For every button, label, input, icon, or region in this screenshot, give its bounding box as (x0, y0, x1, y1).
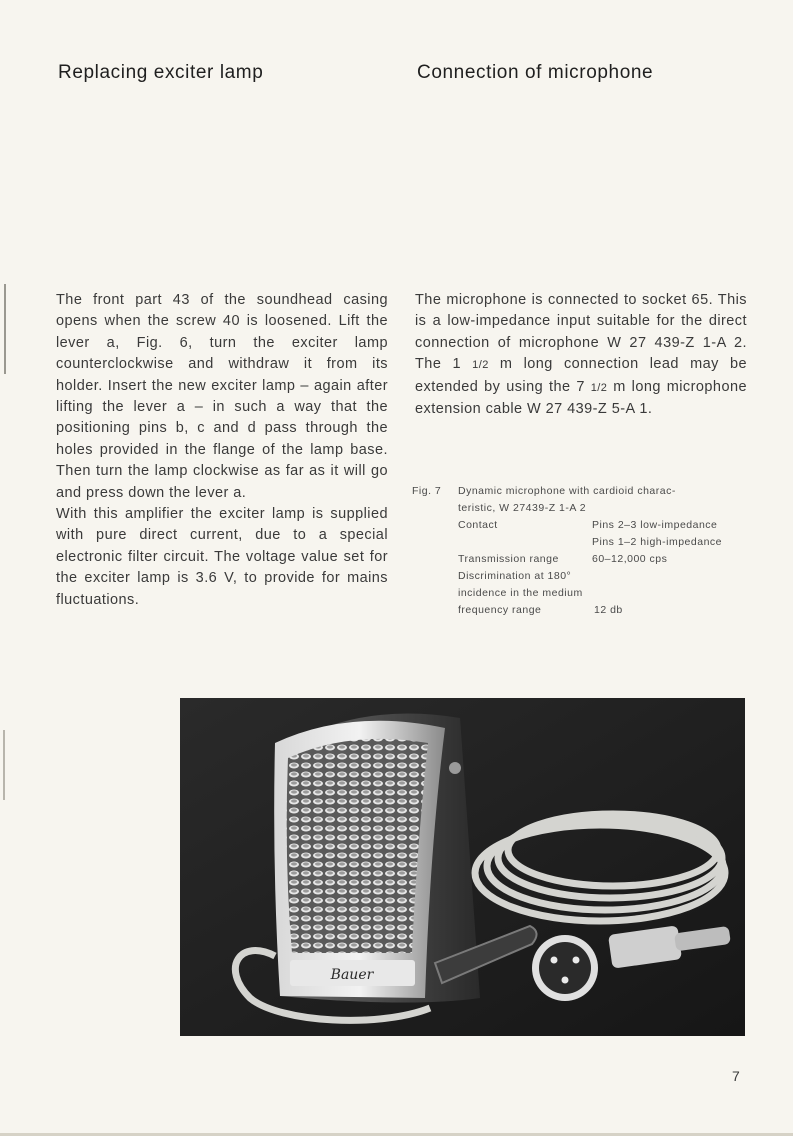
figure-caption (412, 483, 752, 619)
scan-edge-mark (4, 284, 6, 374)
microphone-photo (180, 698, 745, 1036)
microphone-grille (287, 739, 428, 953)
microphone-illustration (180, 698, 745, 1036)
text-segment: m long microphone extension cable W 27 439-Z 5-A 1. (415, 378, 747, 418)
figure-label: Fig. 7 (412, 485, 442, 497)
paragraph-exciter-lamp-supply: With this amplifier the exciter lamp is supplied with pure direct current, due to a special electronic filter circuit. The voltage value set for the exciter lamp is 3.6 V, to provide for mains fluctuations. (56, 506, 388, 608)
spec-label-discrimination: Discrimination at 180° (458, 570, 572, 582)
fraction-one-half: 1/2 (472, 359, 489, 372)
text-segment: m long connection lead may be extended by using the 7 (415, 356, 747, 395)
spec-value-frequency: 12 db (594, 604, 623, 616)
heading-replacing-exciter-lamp: Replacing exciter lamp (58, 62, 264, 83)
text-segment: The microphone is connected to socket 65. This is a low-impedance input suitable for the direct connection of microphone W 27 439-Z 1-A 2. The 1 (415, 292, 747, 373)
scan-edge-mark (3, 730, 5, 800)
paragraph-exciter-lamp-replacement: The front part 43 of the soundhead casing opens when the screw 40 is loosened. Lift the lever a, Fig. 6, turn the exciter lamp counterclockwise and withdraw it from its holder. Insert the new exciter lamp – again after lifting the lever a – in such a way that the positioning pins b, c and d pass through the holes provided in the flange of the lamp base. Then turn the lamp clockwise as far as it will go and press down the lever a. (56, 292, 388, 501)
spec-label-contact: Contact (458, 519, 498, 531)
caption-line: Dynamic microphone with cardioid charac- (458, 485, 676, 497)
page-number: 7 (732, 1068, 740, 1084)
paragraph-microphone-connection (415, 290, 747, 420)
fraction-one-half: 1/2 (590, 381, 608, 394)
heading-connection-of-microphone: Connection of microphone (417, 62, 654, 83)
spec-value-contact: Pins 1–2 high-impedance (592, 536, 722, 548)
spec-label-frequency: frequency range (458, 604, 542, 616)
spec-value-transmission: 60–12,000 cps (592, 553, 668, 565)
spec-label-discrimination: incidence in the medium (458, 587, 583, 599)
caption-line: teristic, W 27439-Z 1-A 2 (458, 502, 587, 514)
spec-label-transmission: Transmission range (458, 553, 559, 565)
spec-value-contact: Pins 2–3 low-impedance (592, 519, 718, 531)
brand-logo: Bauer (330, 967, 374, 983)
